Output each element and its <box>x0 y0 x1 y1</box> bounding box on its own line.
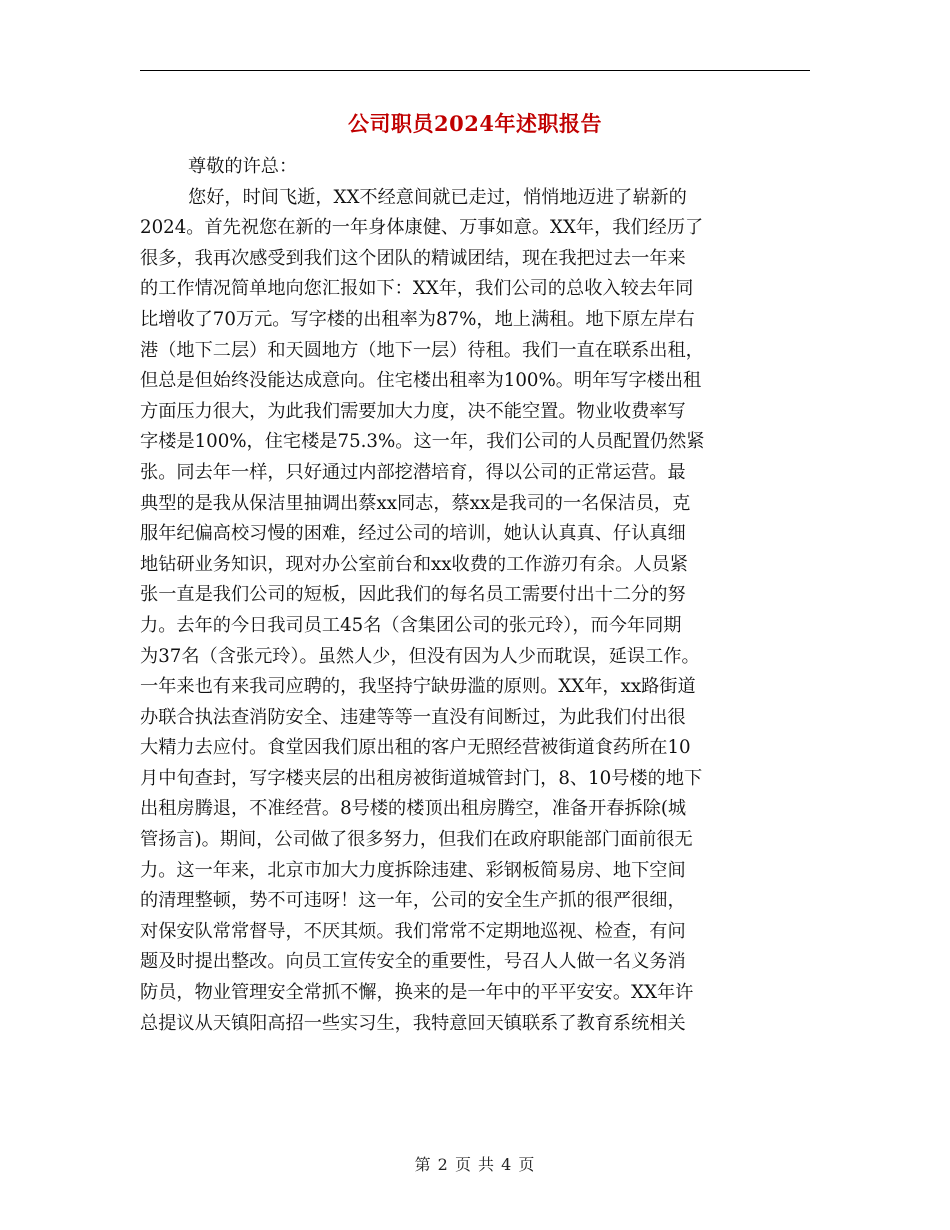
body-line: 防员，物业管理安全常抓不懈，换来的是一年中的平平安安。XX年许 <box>140 982 694 1004</box>
body-line: 管扬言)。期间，公司做了很多努力，但我们在政府职能部门面前很无 <box>140 829 693 851</box>
body-line: 但总是但始终没能达成意向。住宅楼出租率为100%。明年写字楼出租 <box>140 370 702 392</box>
body-line: 月中旬查封，写字楼夹层的出租房被街道城管封门，8、10号楼的地下 <box>140 767 703 789</box>
body-line: 对保安队常常督导，不厌其烦。我们常常不定期地巡视、检查，有问 <box>140 920 686 942</box>
body-line: 题及时提出整改。向员工宣传安全的重要性，号召人人做一名义务消 <box>140 951 686 973</box>
body-line: 典型的是我从保洁里抽调出蔡xx同志，蔡xx是我司的一名保洁员，克 <box>140 492 691 514</box>
body-line: 力。这一年来，北京市加大力度拆除违建、彩钢板简易房、地下空间 <box>140 859 686 881</box>
body-line: 2024。首先祝您在新的一年身体康健、万事如意。XX年，我们经历了 <box>140 217 704 239</box>
page-number: 第 2 页 共 4 页 <box>414 1155 536 1174</box>
body-line: 的工作情况简单地向您汇报如下：XX年，我们公司的总收入较去年同 <box>140 278 694 300</box>
body-line: 地钻研业务知识，现对办公室前台和xx收费的工作游刃有余。人员紧 <box>140 553 688 575</box>
body-line: 服年纪偏高校习慢的困难，经过公司的培训，她认认真真、仔认真细 <box>140 523 686 545</box>
body-line: 很多，我再次感受到我们这个团队的精诚团结，现在我把过去一年来 <box>140 247 686 269</box>
body-line: 的清理整顿，势不可违呀！这一年，公司的安全生产抓的很严很细， <box>140 890 686 912</box>
body-line: 字楼是100%，住宅楼是75.3%。这一年，我们公司的人员配置仍然紧 <box>140 431 705 453</box>
body-line: 方面压力很大，为此我们需要加大力度，决不能空置。物业收费率写 <box>140 400 686 422</box>
body-line: 办联合执法查消防安全、违建等等一直没有间断过，为此我们付出很 <box>140 706 686 728</box>
salutation: 尊敬的许总： <box>188 156 298 177</box>
body-line: 出租房腾退，不准经营。8号楼的楼顶出租房腾空，准备开春拆除(城 <box>140 798 687 820</box>
body-line: 张。同去年一样，只好通过内部挖潜培育，得以公司的正常运营。最 <box>140 461 686 483</box>
header-rule <box>140 70 810 71</box>
body-line: 为37名（含张元玲）。虽然人少，但没有因为人少而耽误，延误工作。 <box>140 645 700 667</box>
document-title: 公司职员2024年述职报告 <box>348 111 602 136</box>
document-body <box>140 152 808 1039</box>
body-line: 大精力去应付。食堂因我们原出租的客户无照经营被街道食药所在10 <box>140 737 691 759</box>
body-line: 比增收了70万元。写字楼的出租率为87%，地上满租。地下原左岸右 <box>140 308 695 330</box>
body-line: 张一直是我们公司的短板，因此我们的每名员工需要付出十二分的努 <box>140 584 686 606</box>
body-line: 总提议从天镇阳高招一些实习生，我特意回天镇联系了教育系统相关 <box>140 1012 686 1034</box>
body-line: 港（地下二层）和天圆地方（地下一层）待租。我们一直在联系出租， <box>140 339 704 361</box>
body-line: 您好，时间飞逝，XX不经意间就已走过，悄悄地迈进了崭新的 <box>188 186 687 208</box>
body-line: 一年来也有来我司应聘的，我坚持宁缺毋滥的原则。XX年，xx路街道 <box>140 676 696 698</box>
body-line: 力。去年的今日我司员工45名（含集团公司的张元玲），而今年同期 <box>140 614 682 636</box>
